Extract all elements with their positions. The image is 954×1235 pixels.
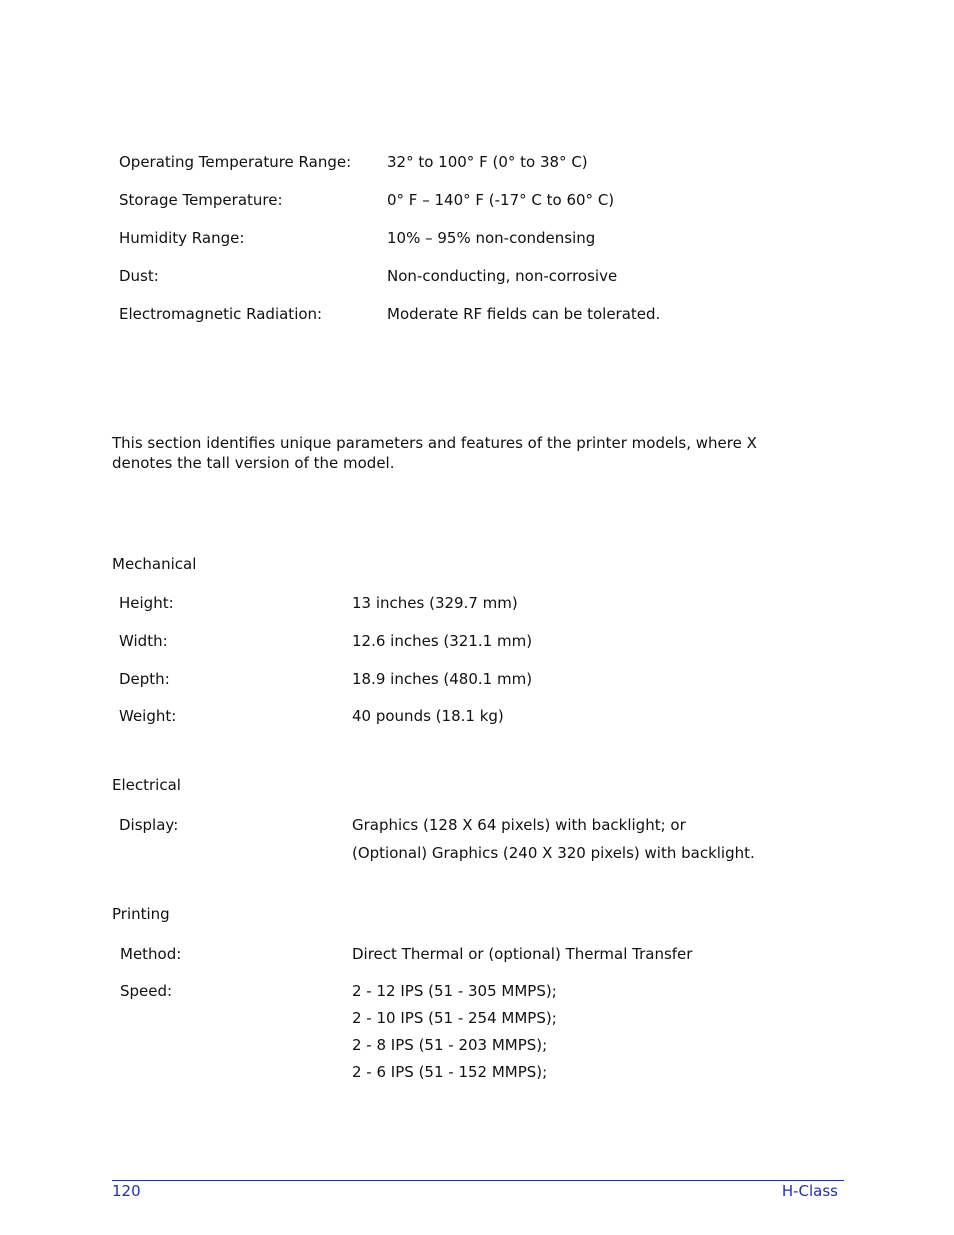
print-value-speed-3: 2 - 8 IPS (51 - 203 MMPS); [352,1036,548,1054]
env-value-operating-temp: 32° to 100° F (0° to 38° C) [387,153,588,171]
env-value-em-radiation: Moderate RF fields can be tolerated. [387,305,661,323]
env-value-humidity: 10% – 95% non-condensing [387,229,596,247]
env-label-storage-temp: Storage Temperature: [119,191,283,209]
elec-value-display-2: (Optional) Graphics (240 X 320 pixels) with backlight. [352,844,755,862]
print-value-speed-1: 2 - 12 IPS (51 - 305 MMPS); [352,982,557,1000]
print-value-speed-4: 2 - 6 IPS (51 - 152 MMPS); [352,1063,548,1081]
mech-value-height: 13 inches (329.7 mm) [352,594,518,612]
footer-page-number: 120 [112,1182,141,1200]
intro-paragraph: This section identifies unique parameters and features of the printer models, where X denotes the tall version of the model. [112,434,757,472]
print-label-speed: Speed: [120,982,173,1000]
mech-label-weight: Weight: [119,707,177,725]
env-value-dust: Non-conducting, non-corrosive [387,267,618,285]
mech-value-weight: 40 pounds (18.1 kg) [352,707,504,725]
footer-product-name: H-Class [781,1182,838,1200]
mech-label-depth: Depth: [119,670,170,688]
env-label-dust: Dust: [119,267,159,285]
env-label-operating-temp: Operating Temperature Range: [119,153,352,171]
mech-label-height: Height: [119,594,174,612]
env-label-em-radiation: Electromagnetic Radiation: [119,305,323,323]
printing-heading: Printing [112,905,170,923]
print-label-method: Method: [120,945,182,963]
print-value-method: Direct Thermal or (optional) Thermal Transfer [352,945,693,963]
mechanical-heading: Mechanical [112,555,197,573]
mech-value-depth: 18.9 inches (480.1 mm) [352,670,533,688]
env-label-humidity: Humidity Range: [119,229,245,247]
print-value-speed-2: 2 - 10 IPS (51 - 254 MMPS); [352,1009,557,1027]
electrical-heading: Electrical [112,776,181,794]
env-value-storage-temp: 0° F – 140° F (-17° C to 60° C) [387,191,615,209]
footer-rule [112,1180,844,1181]
mech-value-width: 12.6 inches (321.1 mm) [352,632,533,650]
mech-label-width: Width: [119,632,168,650]
elec-label-display: Display: [119,816,179,834]
elec-value-display-1: Graphics (128 X 64 pixels) with backlight; or [352,816,686,834]
